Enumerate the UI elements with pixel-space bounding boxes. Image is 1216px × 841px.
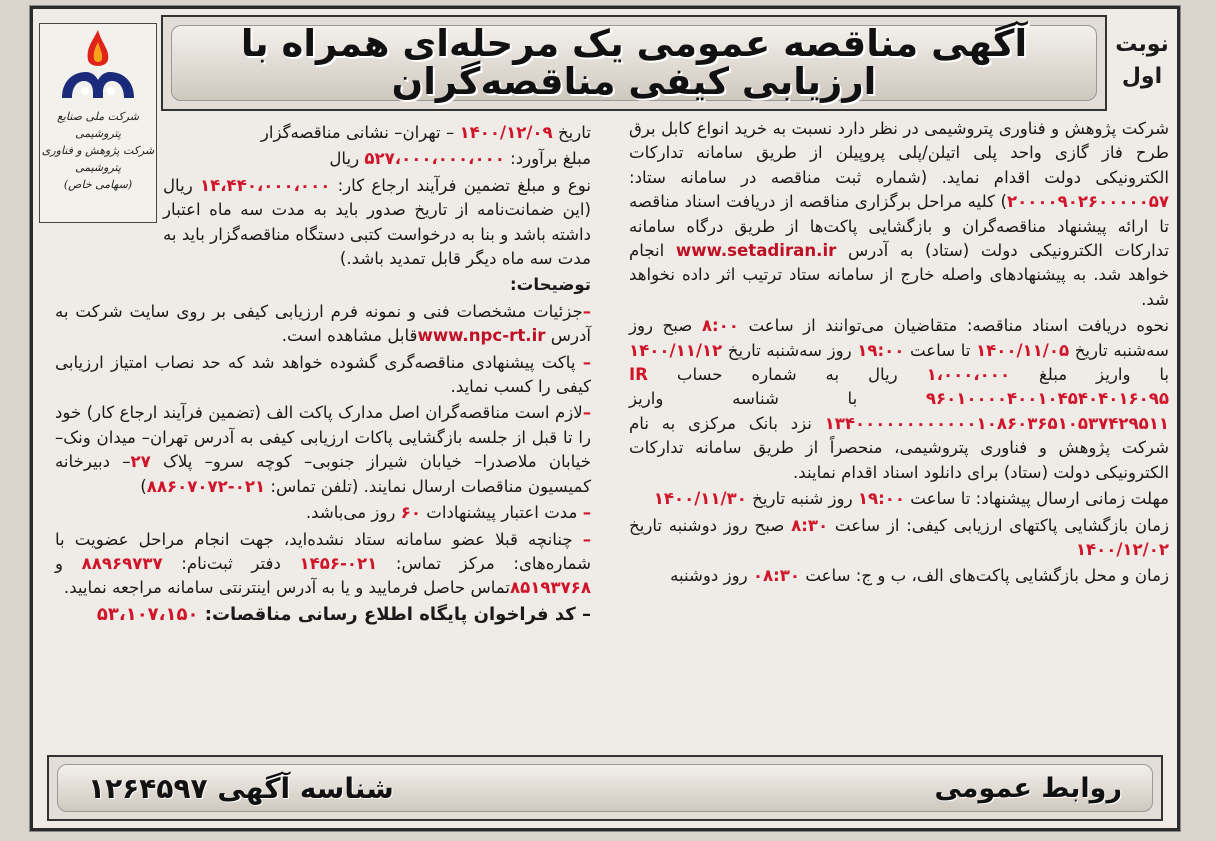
opening-abc-paragraph: زمان و محل بازگشایی پاکت‌های الف، ب و ج: ساعت ۰۸:۳۰ روز دوشنبه (670, 566, 1169, 586)
ad-title: آگهی مناقصه عمومی یک مرحله‌ای همراه با ارزیابی کیفی مناقصه‌گران (240, 22, 1028, 103)
intro-paragraph: شرکت پژوهش و فناوری پتروشیمی در نظر دارد نسبت به خرید انواع کابل برق طرح فاز گازی واحد پلی اتیلن/پلی پروپیلن از طریق سامانه تدارکات الکترونیکی دولت اقدام نماید. (شماره ثبت مناقصه در سامانه ستاد: ۲۰۰۰۰۹۰۲۶۰۰۰۰۰۵۷) کلیه مراحل برگزاری مناقصه از دریافت اسناد مناقصه تا ارائه پیشنهاد مناقصه‌گران و بازگشایی پاکت‌ها از طریق درگاه سامانه تدارکات الکترونیکی دولت (ستاد) به آدرس www.setadiran.ir انجام خواهد شد. به پیشنهادهای واصله خارج از سامانه ستاد ترتیب اثر داده نخواهد شد. (629, 119, 1170, 309)
ad-id: شناسه آگهی ۱۲۶۴۵۹۷ (88, 771, 394, 805)
round-label (1109, 15, 1175, 107)
deadline-paragraph: مهلت زمانی ارسال پیشنهاد: تا ساعت ۱۹:۰۰ روز شنبه تاریخ ۱۴۰۰/۱۱/۳۰ (653, 489, 1169, 509)
footer-banner (47, 755, 1163, 821)
note-1: –جزئیات مشخصات فنی و نمونه فرم ارزیابی کیفی بر روی سایت شرکت به آدرس www.npc-rt.irقابل مشاهده است. (55, 301, 591, 346)
public-relations-label: روابط عمومی (934, 772, 1122, 804)
left-column (55, 121, 591, 629)
guarantee-paragraph: نوع و مبلغ تضمین فرآیند ارجاع کار: ۱۴،۴۴۰،۰۰۰،۰۰۰ ریال (این ضمانت‌نامه از تاریخ صدور باید به مدت سه ماه اعتبار داشته باشد و بنا به درخواست کتبی دستگاه مناقصه‌گزار باید به مدت سه ماه دیگر قابل تمدید باشد.) (163, 175, 592, 269)
note-5: – چنانچه قبلا عضو سامانه ستاد نشده‌اید، جهت انجام مراحل عضویت با شماره‌های: مرکز تماس: ۰۲۱-۱۴۵۶ دفتر ثبت‌نام: ۸۸۹۶۹۷۳۷ و ۸۵۱۹۳۷۶۸تماس حاصل فرمایید و یا به آدرس اینترنتی سامانه مراجعه نمایید. (55, 529, 591, 598)
tender-number: ۲۰۰۰۰۹۰۲۶۰۰۰۰۰۵۷ (1006, 192, 1169, 212)
setad-link[interactable]: www.setadiran.ir (675, 241, 837, 261)
estimate-paragraph: مبلغ برآورد: ۵۲۷،۰۰۰،۰۰۰،۰۰۰ ریال (329, 149, 591, 169)
right-column (629, 117, 1169, 591)
deposit-id: ۱۳۴۰۰۰۰۰۰۰۰۰۰۰۰۱۰۸۶۰۳۶۵۱۰۵۳۷۴۲۹۵۱۱ (824, 413, 1169, 433)
date-paragraph: تاریخ ۱۴۰۰/۱۲/۰۹ – تهران– نشانی مناقصه‌گزار (260, 123, 591, 142)
account-number: IR ۹۶۰۱۰۰۰۰۴۰۰۱۰۴۵۴۰۴۰۱۶۰۹۵ (629, 365, 1169, 409)
round-label-line-1: نوبت (1115, 32, 1169, 57)
newspaper-ad (30, 6, 1180, 831)
note-2: – پاکت پیشنهادی مناقصه‌گری گشوده خواهد شد که حد نصاب امتیاز ارزیابی کیفی را کسب نماید. (55, 352, 592, 397)
logo-caption: شرکت ملی صنایع پتروشیمی شرکت پژوهش و فناوری پتروشیمی (سهامی خاص) (41, 110, 155, 191)
notes-heading: توضیحات: (510, 275, 591, 295)
opening-paragraph: زمان بازگشایی پاکتهای ارزیابی کیفی: از ساعت ۸:۳۰ صبح روز دوشنبه تاریخ ۱۴۰۰/۱۲/۰۲ (629, 515, 1169, 559)
title-banner (161, 15, 1107, 111)
documents-paragraph: نحوه دریافت اسناد مناقصه: متقاضیان می‌توانند از ساعت ۸:۰۰ صبح روز سه‌شنبه تاریخ ۱۴۰۰/۱۱/۰۵ تا ساعت ۱۹:۰۰ روز سه‌شنبه تاریخ ۱۴۰۰/۱۱/۱۲ با واریز مبلغ ۱،۰۰۰،۰۰۰ ریال به شماره حساب IR ۹۶۰۱۰۰۰۰۴۰۰۱۰۴۵۴۰۴۰۱۶۰۹۵ با شناسه واریز ۱۳۴۰۰۰۰۰۰۰۰۰۰۰۰۱۰۸۶۰۳۶۵۱۰۵۳۷۴۲۹۵۱۱ نزد بانک مرکزی به نام شرکت پژوهش و فناوری پتروشیمی، منحصراً از طریق سامانه تدارکات الکترونیکی دولت (ستاد) برای دانلود اسناد اقدام نمایند. (629, 316, 1169, 482)
call-code-line: – کد فراخوان پایگاه اطلاع رسانی مناقصات: ۵۳،۱۰۷،۱۵۰ (96, 603, 591, 625)
round-label-line-2: اول (1121, 64, 1163, 89)
note-4: – مدت اعتبار پیشنهادات ۶۰ روز می‌باشد. (305, 503, 591, 523)
petrochemical-logo-icon (52, 28, 144, 106)
call-code: ۵۳،۱۰۷،۱۵۰ (96, 603, 199, 625)
note-3: –لازم است مناقصه‌گران اصل مدارک پاکت الف (تضمین فرآیند ارجاع کار) خود را تا قبل از جلسه بازگشایی پاکات ارزیابی کیفی به آدرس تهران– میدان ونک– خیابان ملاصدرا– خیابان شیراز جنوبی– کوچه سرو– پلاک ۲۷– دبیرخانه کمیسیون مناقصات ارسال نمایند. (تلفن تماس: ۰۲۱-۸۸۶۰۷۰۷۲) (55, 403, 591, 496)
npc-link[interactable]: www.npc-rt.ir (417, 326, 546, 346)
